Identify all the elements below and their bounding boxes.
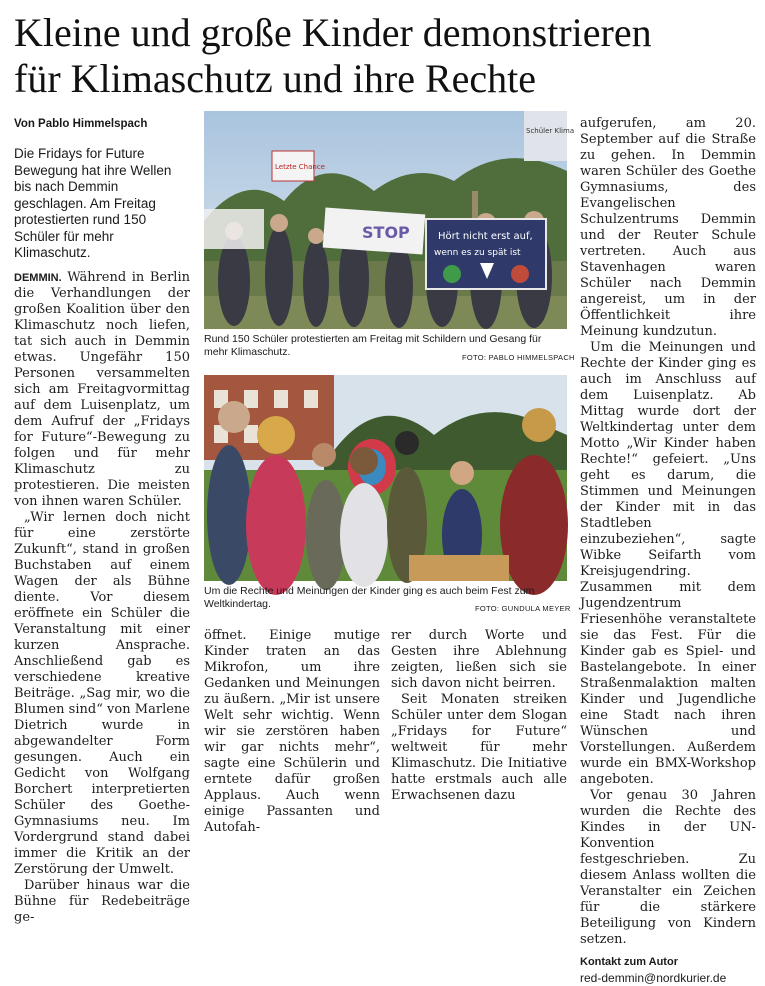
photo-credit: FOTO: GUNDULA MEYER <box>475 604 571 613</box>
sign-text: STOP <box>362 223 410 242</box>
contact-email: red-demmin@nordkurier.de <box>580 971 727 985</box>
headline <box>14 10 754 102</box>
article-column-4 <box>580 116 756 986</box>
author-byline: Von Pablo Himmelspach <box>14 118 148 130</box>
paragraph: Seit Monaten streiken Schüler unter dem Slogan „Fridays for Future“ weltweit für mehr Klimaschutz. Die Initiative hatte erstmals auch alle Erwachsenen dazu <box>391 692 567 803</box>
paragraph: Vor genau 30 Jahren wurden die Rechte des Kindes in der UN-Konvention festgeschrieben. Zu diesem Anlass wollten die Veranstalter ein Zeichen für die stärkere Beteiligung von Kindern setzen. <box>580 788 756 947</box>
teaser-text: Die Fridays for Future Bewegung hat ihre Wellen bis nach Demmin geschlagen. Am Freitag protestierten rund 150 Schüler für mehr Klimaschutz. <box>14 146 172 260</box>
photo-weltkindertag <box>204 375 567 581</box>
article-column-2 <box>204 628 380 836</box>
photo-demonstration <box>204 111 575 329</box>
article-column-1 <box>14 270 190 926</box>
article-column-3 <box>391 628 567 804</box>
paragraph: Darüber hinaus war die Bühne für Redebeiträge ge- <box>14 878 190 925</box>
sign-text: Letzte Chance <box>275 163 325 171</box>
sign-text: wenn es zu spät ist <box>434 248 521 258</box>
paragraph: Um die Meinungen und Rechte der Kinder ging es auch im Anschluss auf dem Luisenplatz. Ab Mittag wurde dort der Weltkindertag unter dem Motto „Wir Kinder haben Rechte!“ gefeiert. „Uns geht es darum, die Stimmen und Meinungen der Kinder mit in das Stadtleben einzubeziehen“, sagte Wibke Seifarth vom Kreisjugendring. Zusammen mit dem Jugendzentrum Friesenhöhe veranstaltete sie das Fest. Für die Kinder gab es Spiel- und Bastelangebote. In einer Straßenmalaktion malten Kinder und Jugendliche eine Stadt nach ihren Wünschen und Vorstellungen. Außerdem wurde ein BMX-Workshop angeboten. <box>580 340 756 787</box>
photo-caption: Rund 150 Schüler protestierten am Freitag mit Schildern und Gesang für mehr Klimaschutz. <box>204 333 542 358</box>
headline-line-1: Kleine und große Kinder demonstrieren <box>14 10 652 55</box>
contact-label: Kontakt zum Autor <box>580 956 678 968</box>
paragraph: öffnet. Einige mutige Kinder traten an das Mikrofon, um ihre Gedanken und Meinungen zu äußern. „Mir ist unsere Welt sehr wichtig. Wenn wir sie zerstören haben wir gar nichts mehr“, sagte eine Schülerin und erntete dafür großen Applaus. Auch wenn einige Passanten und Autofah- <box>204 628 380 835</box>
paragraph: „Wir lernen doch nicht für eine zerstörte Zukunft“, stand in großen Buchstaben auf einem Wagen der als Bühne diente. Vor diesem eröffnete ein Schüler die Veranstaltung mit einer kurzen Ansprache. Anschließend gab es verschiedene kreative Beiträge. „Sag mir, wo die Blumen sind“ von Marlene Dietrich wurde in abgewandelter Form gesungen. Auch ein Gedicht von Wolfgang Borchert interpretierten Schüler des Goethe-Gymnasiums neu. Im Vordergrund stand dabei immer die Kritik an der Zerstörung der Umwelt. <box>14 510 190 877</box>
paragraph <box>14 270 190 510</box>
paragraph-text: Während in Berlin die Verhandlungen der großen Koalition über den Klimaschutz noch liefen, tat sich auch in Demmin etwas. Ungefähr 150 Personen versammelten sich am Freitagvormittag auf dem Luisenplatz, um dem Aufruf der „Fridays for Future“-Bewegung zu folgen und für mehr Klimaschutz zu protestieren. Die meisten von ihnen waren Schüler. <box>14 270 190 509</box>
photo-credit: FOTO: PABLO HIMMELSPACH <box>462 353 575 362</box>
paragraph: rer durch Worte und Gesten ihre Ablehnung zeigten, ließen sich sie sich davon nicht beirren. <box>391 628 567 691</box>
sign-text: Hört nicht erst auf, <box>438 231 533 242</box>
headline-line-2: für Klimaschutz und ihre Rechte <box>14 56 537 101</box>
dateline: DEMMIN. <box>14 272 62 284</box>
paragraph: aufgerufen, am 20. September auf die Straße zu gehen. In Demmin waren Schüler des Goethe Gymnasiums, des Evangelischen Schulzentrums Demmin und der Reuter Schule vertreten. Auch aus Stavenhagen waren Schüler nach Demmin angereist, um in der Öffentlichkeit ihre Meinung kundzutun. <box>580 116 756 339</box>
sign-text: Schüler Klima <box>526 127 575 135</box>
photo-caption: Um die Rechte und Meinungen der Kinder ging es auch beim Fest zum Weltkindertag. <box>204 585 535 610</box>
